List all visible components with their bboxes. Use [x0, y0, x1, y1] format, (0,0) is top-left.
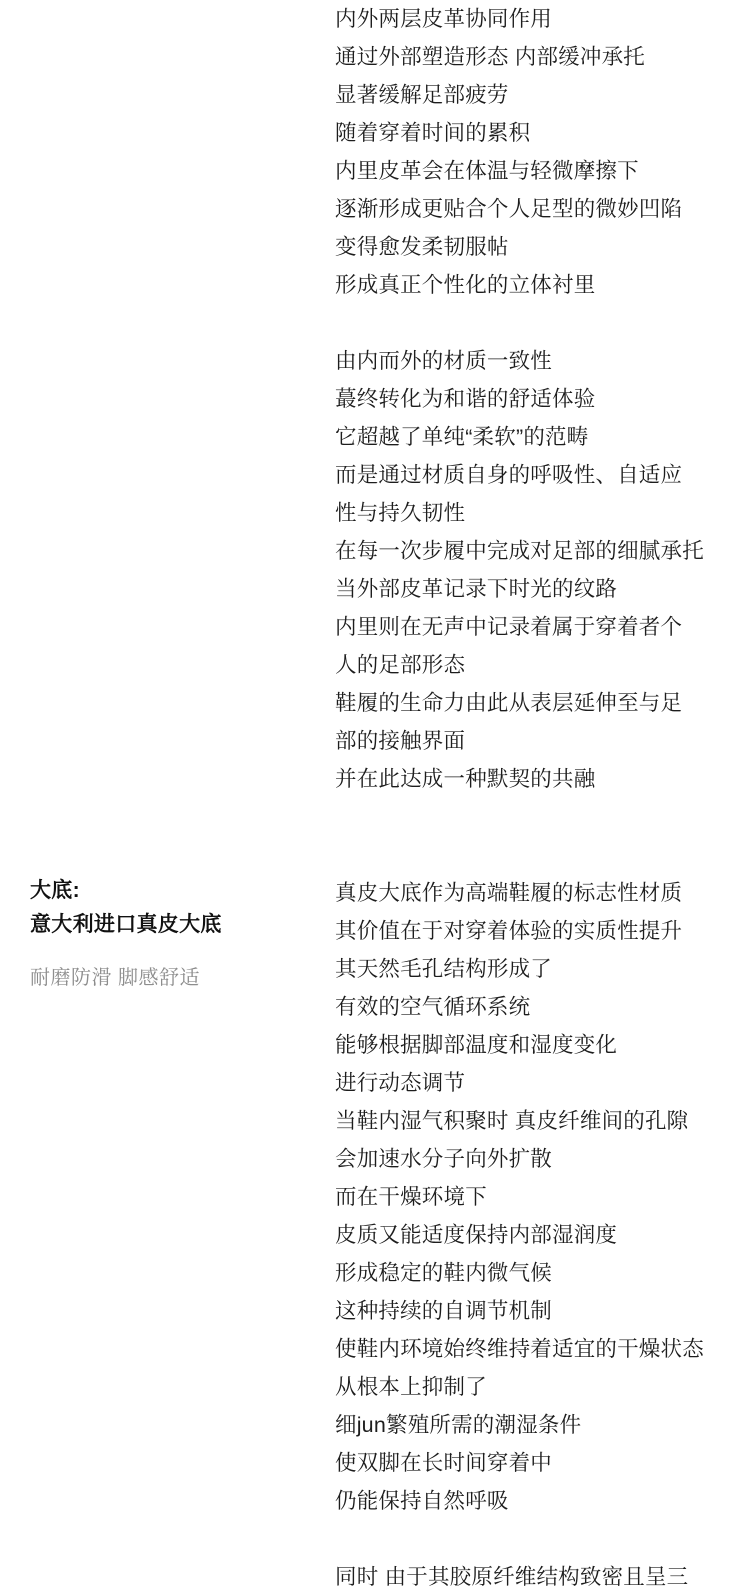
body-line: 同时 由于其胶原纤维结构致密且呈三 [335, 1565, 689, 1589]
body-line: 形成真正个性化的立体衬里 [335, 273, 596, 297]
body-line: 这种持续的自调节机制 [335, 1299, 553, 1323]
body-line: 人的足部形态 [335, 653, 466, 677]
body-line: 当鞋内湿气积聚时 真皮纤维间的孔隙 [335, 1109, 689, 1133]
body-line: 随着穿着时间的累积 [335, 121, 531, 145]
section-gap [0, 798, 750, 874]
body-line: 细jun繁殖所需的潮湿条件 [335, 1413, 582, 1437]
body-line: 它超越了单纯“柔软”的范畴 [335, 425, 589, 449]
section-outsole [0, 874, 750, 1596]
section-outsole-body-column [335, 874, 750, 1596]
paragraph-gap [335, 1520, 742, 1558]
body-line: 显著缓解足部疲劳 [335, 83, 509, 107]
body-line: 而在干燥环境下 [335, 1185, 487, 1209]
section-outsole-label-column [0, 874, 335, 994]
body-line: 能够根据脚部温度和湿度变化 [335, 1033, 618, 1057]
body-line: 内里则在无声中记录着属于穿着者个 [335, 615, 683, 639]
body-line: 使鞋内环境始终维持着适宜的干燥状态 [335, 1337, 704, 1361]
body-line: 部的接触界面 [335, 729, 466, 753]
body-line: 内外两层皮革协同作用 [335, 7, 553, 31]
body-line: 当外部皮革记录下时光的纹路 [335, 577, 618, 601]
body-line: 而是通过材质自身的呼吸性、自适应 [335, 463, 683, 487]
body-line: 逐渐形成更贴合个人足型的微妙凹陷 [335, 197, 683, 221]
body-line: 内里皮革会在体温与轻微摩擦下 [335, 159, 639, 183]
body-line: 变得愈发柔韧服帖 [335, 235, 509, 259]
section-outsole-subtitle: 耐磨防滑 脚感舒适 [30, 967, 201, 989]
body-line: 其天然毛孔结构形成了 [335, 957, 553, 981]
section-outsole-title-line2: 意大利进口真皮大底 [30, 913, 222, 936]
body-line: 会加速水分子向外扩散 [335, 1147, 553, 1171]
body-line: 皮质又能适度保持内部湿润度 [335, 1223, 618, 1247]
body-line: 真皮大底作为高端鞋履的标志性材质 [335, 881, 683, 905]
body-line: 从根本上抑制了 [335, 1375, 487, 1399]
body-line: 由内而外的材质一致性 [335, 349, 553, 373]
paragraph-gap [335, 304, 742, 342]
body-line: 在每一次步履中完成对足部的细腻承托 [335, 539, 704, 563]
section-outsole-title-line1: 大底: [30, 879, 80, 902]
body-line: 蕞终转化为和谐的舒适体验 [335, 387, 596, 411]
body-line: 性与持久韧性 [335, 501, 466, 525]
body-line: 仍能保持自然呼吸 [335, 1489, 509, 1513]
body-line: 其价值在于对穿着体验的实质性提升 [335, 919, 683, 943]
body-line: 通过外部塑造形态 内部缓冲承托 [335, 45, 645, 69]
section-inner-lining-body-column [335, 0, 750, 798]
body-line: 进行动态调节 [335, 1071, 466, 1095]
body-line: 形成稳定的鞋内微气候 [335, 1261, 553, 1285]
body-line: 有效的空气循环系统 [335, 995, 531, 1019]
body-line: 使双脚在长时间穿着中 [335, 1451, 553, 1475]
body-line: 并在此达成一种默契的共融 [335, 767, 596, 791]
body-line: 鞋履的生命力由此从表层延伸至与足 [335, 691, 683, 715]
